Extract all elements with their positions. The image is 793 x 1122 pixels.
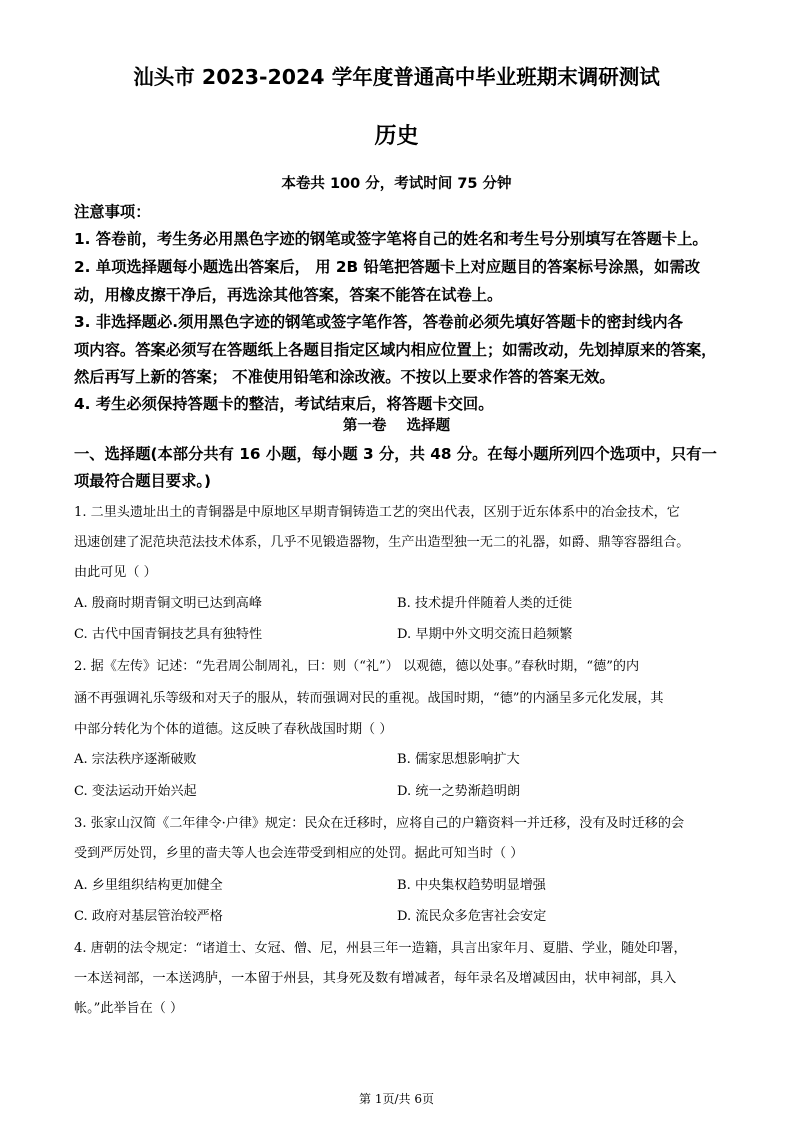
question-2-option-b: B. 儒家思想影响扩大	[397, 752, 520, 767]
question-4-stem: 帐。”此举旨在（ ）	[74, 1001, 184, 1016]
question-1-option-b: B. 技术提升伴随着人类的迁徙	[397, 596, 573, 611]
notice-line: 项内容。答案必须写在答题纸上各题目指定区域内相应位置上；如需改动，先划掉原来的答案，	[74, 341, 717, 359]
question-4-stem: 一本送祠部，一本送鸿胪，一本留于州县，其身死及数有增减者，每年录名及增减因由，状申祠部，具入	[74, 971, 677, 986]
question-2-stem: 中部分转化为个体的道德。这反映了春秋战国时期（ ）	[74, 722, 393, 737]
question-2-option-d: D. 统一之势渐趋明朗	[397, 784, 521, 799]
question-1-stem: 由此可见（ ）	[74, 565, 157, 580]
question-2-option-c: C. 变法运动开始兴起	[74, 784, 197, 799]
question-3-stem: 受到严厉处罚，乡里的啬夫等人也会连带受到相应的处罚。据此可知当时（ ）	[74, 846, 524, 861]
question-1-stem: 1. 二里头遗址出土的青铜器是中原地区早期青铜铸造工艺的突出代表，区别于近东体系中的冶金技术，它	[74, 505, 680, 520]
question-4-stem: 4. 唐朝的法令规定：“诸道士、女冠、僧、尼，州县三年一造籍，具言出家年月、夏腊、学业，随处印署，	[74, 941, 687, 956]
section-title: 第一卷 选择题	[342, 418, 451, 434]
notice-line: 动，用橡皮擦干净后，再选涂其他答案，答案不能答在试卷上。	[74, 286, 503, 304]
notice-line: 3. 非选择题必.须用黑色字迹的钢笔或签字笔作答，答卷前必须先填好答题卡的密封线内各	[74, 313, 683, 331]
question-3-option-d: D. 流民众多危害社会安定	[397, 909, 547, 924]
notice-heading: 注意事项：	[74, 203, 151, 221]
question-1-option-c: C. 古代中国青铜技艺具有独特性	[74, 627, 263, 642]
exam-title: 汕头市 2023-2024 学年度普通高中毕业班期末调研测试	[133, 65, 660, 89]
question-3-option-c: C. 政府对基层管治较严格	[74, 909, 223, 924]
question-1-stem: 迅速创建了泥范块范法技术体系，几乎不见锻造器物，生产出造型独一无二的礼器，如爵、鼎等容器组合。	[74, 535, 690, 550]
question-1-option-d: D. 早期中外文明交流日趋频繁	[397, 627, 573, 642]
notice-line: 4. 考生必须保持答题卡的整洁，考试结束后，将答题卡交回。	[74, 395, 494, 413]
question-2-option-a: A. 宗法秩序逐渐破败	[74, 752, 197, 767]
question-2-stem: 涵不再强调礼乐等级和对天子的服从，转而强调对民的重视。战国时期，“德”的内涵呈多元化发展，其	[74, 691, 664, 706]
exam-meta: 本卷共 100 分，考试时间 75 分钟	[281, 176, 512, 192]
section-instructions: 项最符合题目要求。)	[74, 472, 212, 490]
question-3-stem: 3. 张家山汉简《二年律令·户律》规定：民众在迁移时，应将自己的户籍资料一并迁移，没有及时迁移的会	[74, 816, 685, 831]
question-2-stem: 2. 据《左传》记述：“先君周公制周礼，曰：则（“礼”） 以观德，德以处事。”春秋时期，“德”的内	[74, 659, 640, 674]
notice-line: 2. 单项选择题每小题选出答案后， 用 2B 铅笔把答题卡上对应题目的答案标号涂黑，如需改	[74, 258, 701, 276]
notice-line: 然后再写上新的答案； 不准使用铅笔和涂改液。不按以上要求作答的答案无效。	[74, 368, 615, 386]
question-3-option-a: A. 乡里组织结构更加健全	[74, 878, 223, 893]
section-instructions: 一、选择题(本部分共有 16 小题，每小题 3 分，共 48 分。在每小题所列四个选项中，只有一	[74, 445, 717, 463]
question-1-option-a: A. 殷商时期青铜文明已达到高峰	[74, 596, 262, 611]
notice-line: 1. 答卷前，考生务必用黑色字迹的钢笔或签字笔将自己的姓名和考生号分别填写在答题卡上。	[74, 230, 708, 248]
question-3-option-b: B. 中央集权趋势明显增强	[397, 878, 546, 893]
page-number: 第 1页/共 6页	[359, 1092, 434, 1106]
subject-title: 历史	[374, 124, 419, 149]
